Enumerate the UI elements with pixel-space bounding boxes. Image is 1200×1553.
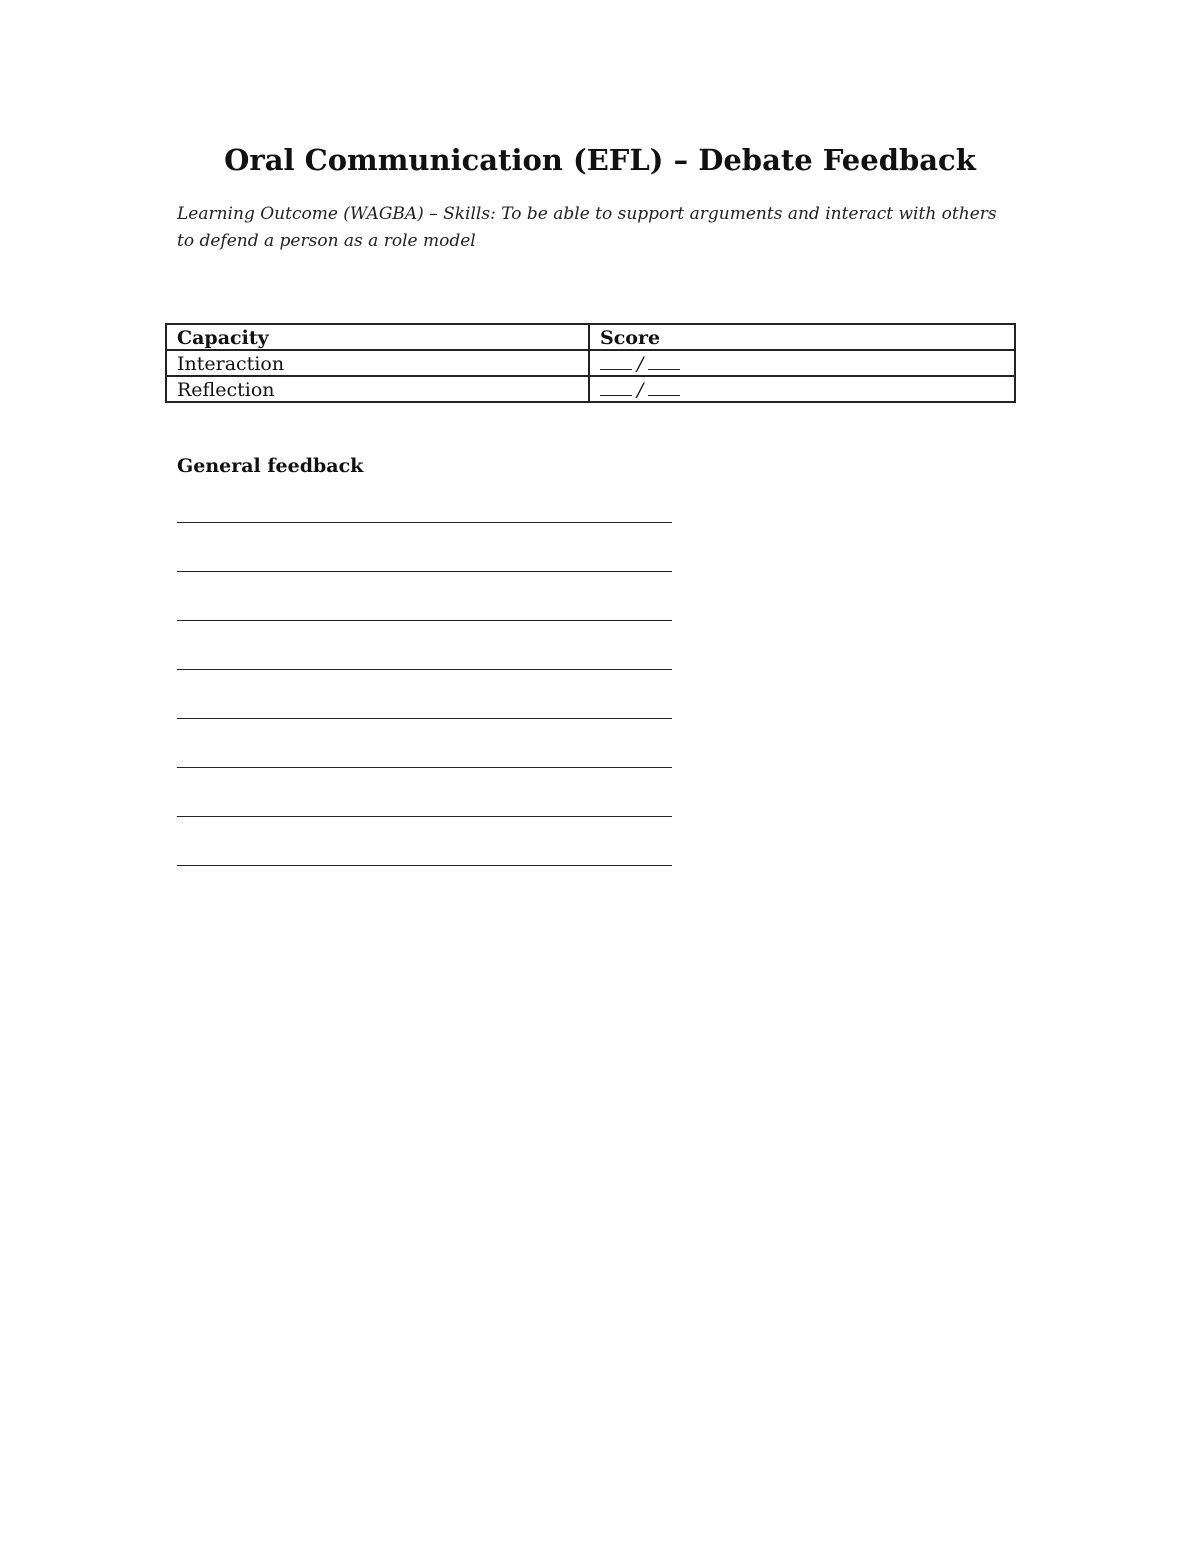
capacity-score-table: [165, 323, 1016, 403]
general-feedback-heading: General feedback: [177, 455, 364, 477]
capacity-cell-reflection: Reflection: [166, 376, 589, 402]
document-title: Oral Communication (EFL) – Debate Feedback: [224, 143, 976, 177]
score-separator: /: [637, 352, 644, 375]
learning-outcome-text: Learning Outcome (WAGBA) – Skills: To be able to support arguments and interact with others to defend a person as a role model: [177, 204, 997, 251]
table-header-row: [166, 324, 1015, 350]
feedback-line[interactable]: [177, 767, 672, 768]
feedback-line[interactable]: [177, 816, 672, 817]
score-blank-earned[interactable]: [600, 379, 632, 396]
score-separator: /: [637, 378, 644, 401]
score-cell-reflection[interactable]: [589, 376, 1015, 402]
feedback-line[interactable]: [177, 522, 672, 523]
score-blank-earned[interactable]: [600, 353, 632, 370]
table-row: [166, 376, 1015, 402]
feedback-line[interactable]: [177, 669, 672, 670]
column-header-capacity: Capacity: [166, 324, 589, 350]
score-blank-total[interactable]: [648, 379, 680, 396]
feedback-line[interactable]: [177, 571, 672, 572]
feedback-line[interactable]: [177, 620, 672, 621]
score-blank-total[interactable]: [648, 353, 680, 370]
table-row: [166, 350, 1015, 376]
feedback-line[interactable]: [177, 865, 672, 866]
feedback-line[interactable]: [177, 718, 672, 719]
column-header-score: Score: [589, 324, 1015, 350]
score-cell-interaction[interactable]: [589, 350, 1015, 376]
capacity-cell-interaction: Interaction: [166, 350, 589, 376]
